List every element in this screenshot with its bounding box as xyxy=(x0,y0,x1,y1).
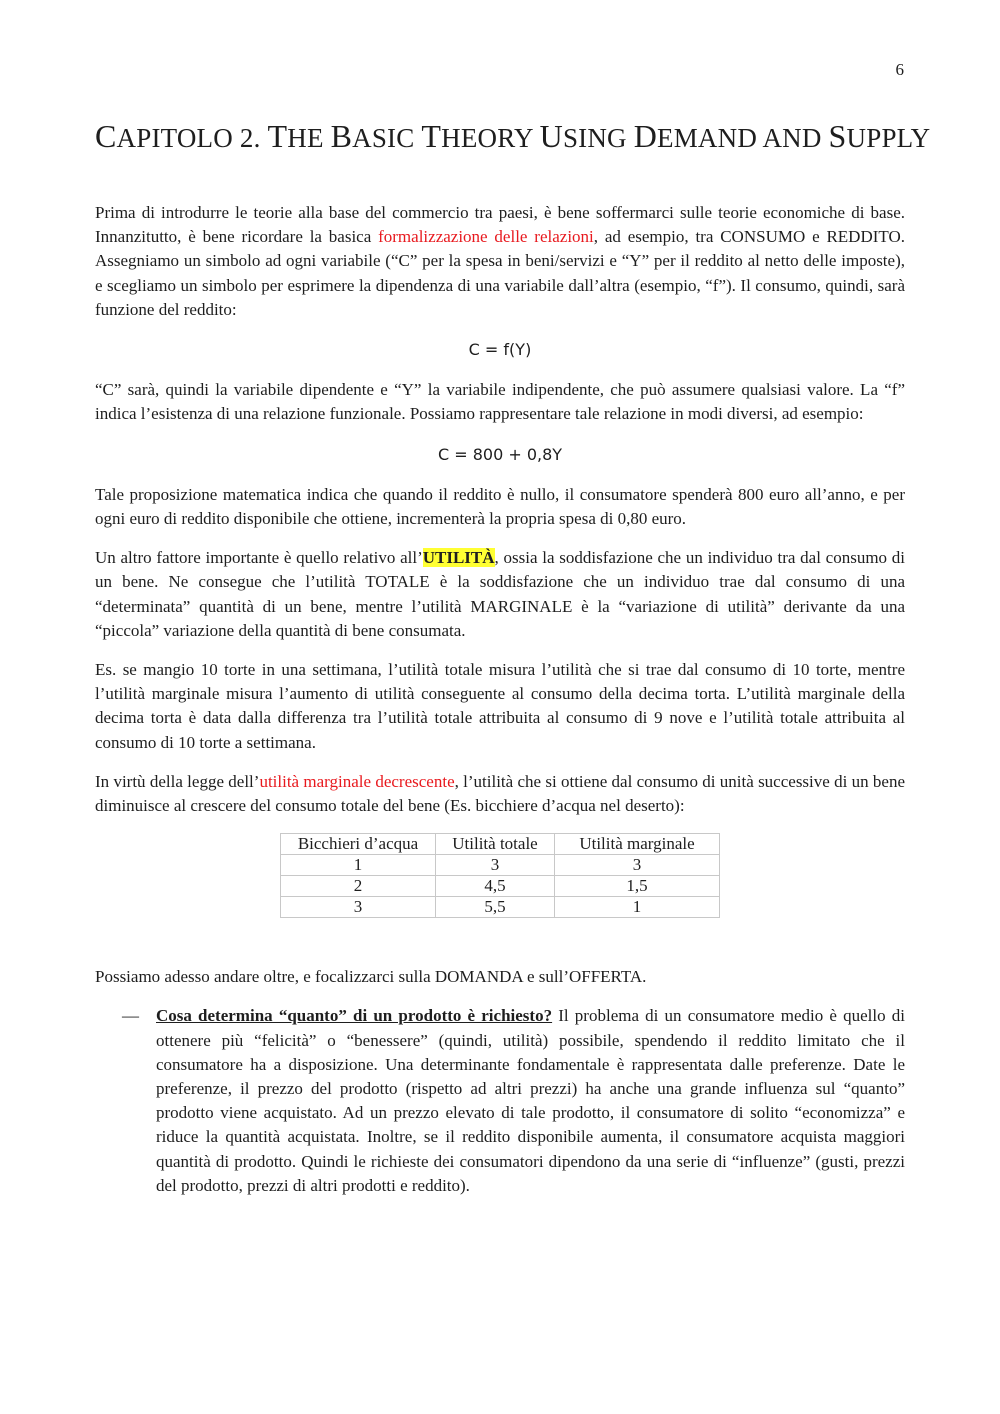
text-run: , l’utilità che si ottiene dal consumo di unità successive di un bene diminuisce al crescere del consumo totale del bene (Es. bicchiere d’acqua nel deserto): xyxy=(95,771,905,816)
title-rest: HEORY xyxy=(441,123,540,153)
title-cap: T xyxy=(267,118,288,154)
formula-linear-consumption: C = 800 + 0,8Y xyxy=(437,444,563,464)
chapter-title xyxy=(95,118,931,155)
title-cap: C xyxy=(95,118,117,154)
title-rest: ASIC xyxy=(352,123,422,153)
paragraph-intro xyxy=(95,201,905,322)
table-cell: 3 xyxy=(281,897,436,918)
formula-consumption-function: C = f(Y) xyxy=(468,340,532,360)
table-cell: 1,5 xyxy=(555,876,720,897)
highlighted-keyword: UTILITÀ xyxy=(422,548,495,568)
column-header: Utilità totale xyxy=(436,834,555,855)
table-row xyxy=(281,897,720,918)
table-cell: 3 xyxy=(555,855,720,876)
title-cap: D xyxy=(633,118,658,154)
column-header: Bicchieri d’acqua xyxy=(281,834,436,855)
paragraph-utility xyxy=(95,546,905,643)
title-cap: T xyxy=(421,118,442,154)
text-run: Il problema di un consumatore medio è quello di ottenere più “felicità” o “benessere” (quindi, utilità) possibile, spendendo il reddito limitato che il consumatore ha a disposizione. Una determinante fondamentale è rappresentata dalle preferenze. Date le preferenze, il prezzo del prodotto (rispetto ad altri prezzi) ha anche una grande influenza sul “quanto” prodotto viene acquistato. Ad un prezzo elevato di tale prodotto, il consumatore di solito “economizza” e riduce la quantità acquistata. Inoltre, se il reddito disponibile aumenta, il consumatore acquista maggiori quantità di prodotto. Quindi le richieste dei consumatori dipendono da una serie di “influenze” (gusti, prezzi del prodotto, prezzi di altri prodotti e reddito). xyxy=(156,1006,905,1195)
table-cell: 4,5 xyxy=(436,876,555,897)
paragraph-example: Es. se mangio 10 torte in una settimana, l’utilità totale misura l’utilità che si trae dal consumo di 10 torte, mentre l’utilità marginale misura l’aumento di utilità conseguente al consumo della decima torta. L’utilità marginale della decima torta è data dalla differenza tra l’utilità totale attribuita al consumo di 9 nove e l’utilità totale attribuita al consumo di 10 torte a settimana. xyxy=(95,660,905,752)
title-cap: B xyxy=(330,118,353,154)
table-header-row xyxy=(281,834,720,855)
highlighted-term: utilità marginale decrescente xyxy=(259,771,455,791)
bullet-question: Cosa determina “quanto” di un prodotto è richiesto? xyxy=(156,1006,553,1026)
table-cell: 1 xyxy=(281,855,436,876)
table-row xyxy=(281,855,720,876)
body-content xyxy=(95,201,905,1198)
bullet-item xyxy=(95,1004,905,1198)
title-rest: HE xyxy=(287,123,331,153)
table-cell: 5,5 xyxy=(436,897,555,918)
table-cell: 2 xyxy=(281,876,436,897)
text-run: , ad esempio, tra CONSUMO e REDDITO. Assegniamo un simbolo ad ogni variabile (“C” per la spesa in beni/servizi e “Y” per il reddito al netto delle imposte), e scegliamo un simbolo per esprimere la dipendenza di una variabile dall’altra (esempio, “f”). Il consumo, quindi, sarà funzione del reddito: xyxy=(95,227,905,319)
title-cap: S xyxy=(828,118,847,154)
title-rest: UPPLY xyxy=(846,123,931,153)
paragraph-proposition: Tale proposizione matematica indica che quando il reddito è nullo, il consumatore spenderà 800 euro all’anno, e per ogni euro di reddito disponibile che ottiene, incrementerà la propria spesa di 0,80 euro. xyxy=(95,484,905,529)
paragraph-demand-supply: Possiamo adesso andare oltre, e focalizzarci sulla DOMANDA e sull’OFFERTA. xyxy=(95,967,647,987)
table-cell: 3 xyxy=(436,855,555,876)
highlighted-term: formalizzazione delle relazioni xyxy=(378,227,594,247)
table-cell: 1 xyxy=(555,897,720,918)
paragraph-diminishing-utility xyxy=(95,770,905,818)
title-rest: SING xyxy=(562,123,634,153)
page-number: 6 xyxy=(895,60,904,79)
title-rest: APITOLO 2. xyxy=(116,123,268,153)
text-run: In virtù della legge dell’ xyxy=(95,771,260,791)
column-header: Utilità marginale xyxy=(555,834,720,855)
bullet-text xyxy=(156,1004,905,1198)
text-run: Un altro fattore importante è quello relativo all’ xyxy=(95,548,423,568)
text-run: Prima di introdurre le teorie alla base del commercio tra paesi, è bene soffermarci sulle teorie economiche di base. Innanzitutto, è bene ricordare la basica xyxy=(95,203,905,247)
title-cap: U xyxy=(539,118,563,154)
table-row xyxy=(281,876,720,897)
paragraph-variables: “C” sarà, quindi la variabile dipendente e “Y” la variabile indipendente, che può assumere qualsiasi valore. La “f” indica l’esistenza di una relazione funzionale. Possiamo rappresentare tale relazione in modi diversi, ad esempio: xyxy=(95,380,905,424)
dash-bullet-icon: — xyxy=(122,1006,139,1026)
title-rest: EMAND AND xyxy=(657,123,829,153)
utility-table xyxy=(280,833,720,918)
text-run: , ossia la soddisfazione che un individuo tra dal consumo di un bene. Ne consegue che l’utilità TOTALE è la soddisfazione che un individuo trae dal consumo di una “determinata” quantità di un bene, mentre l’utilità MARGINALE è la “variazione di utilità” derivante da una “piccola” variazione della quantità di bene consumata. xyxy=(95,548,906,640)
